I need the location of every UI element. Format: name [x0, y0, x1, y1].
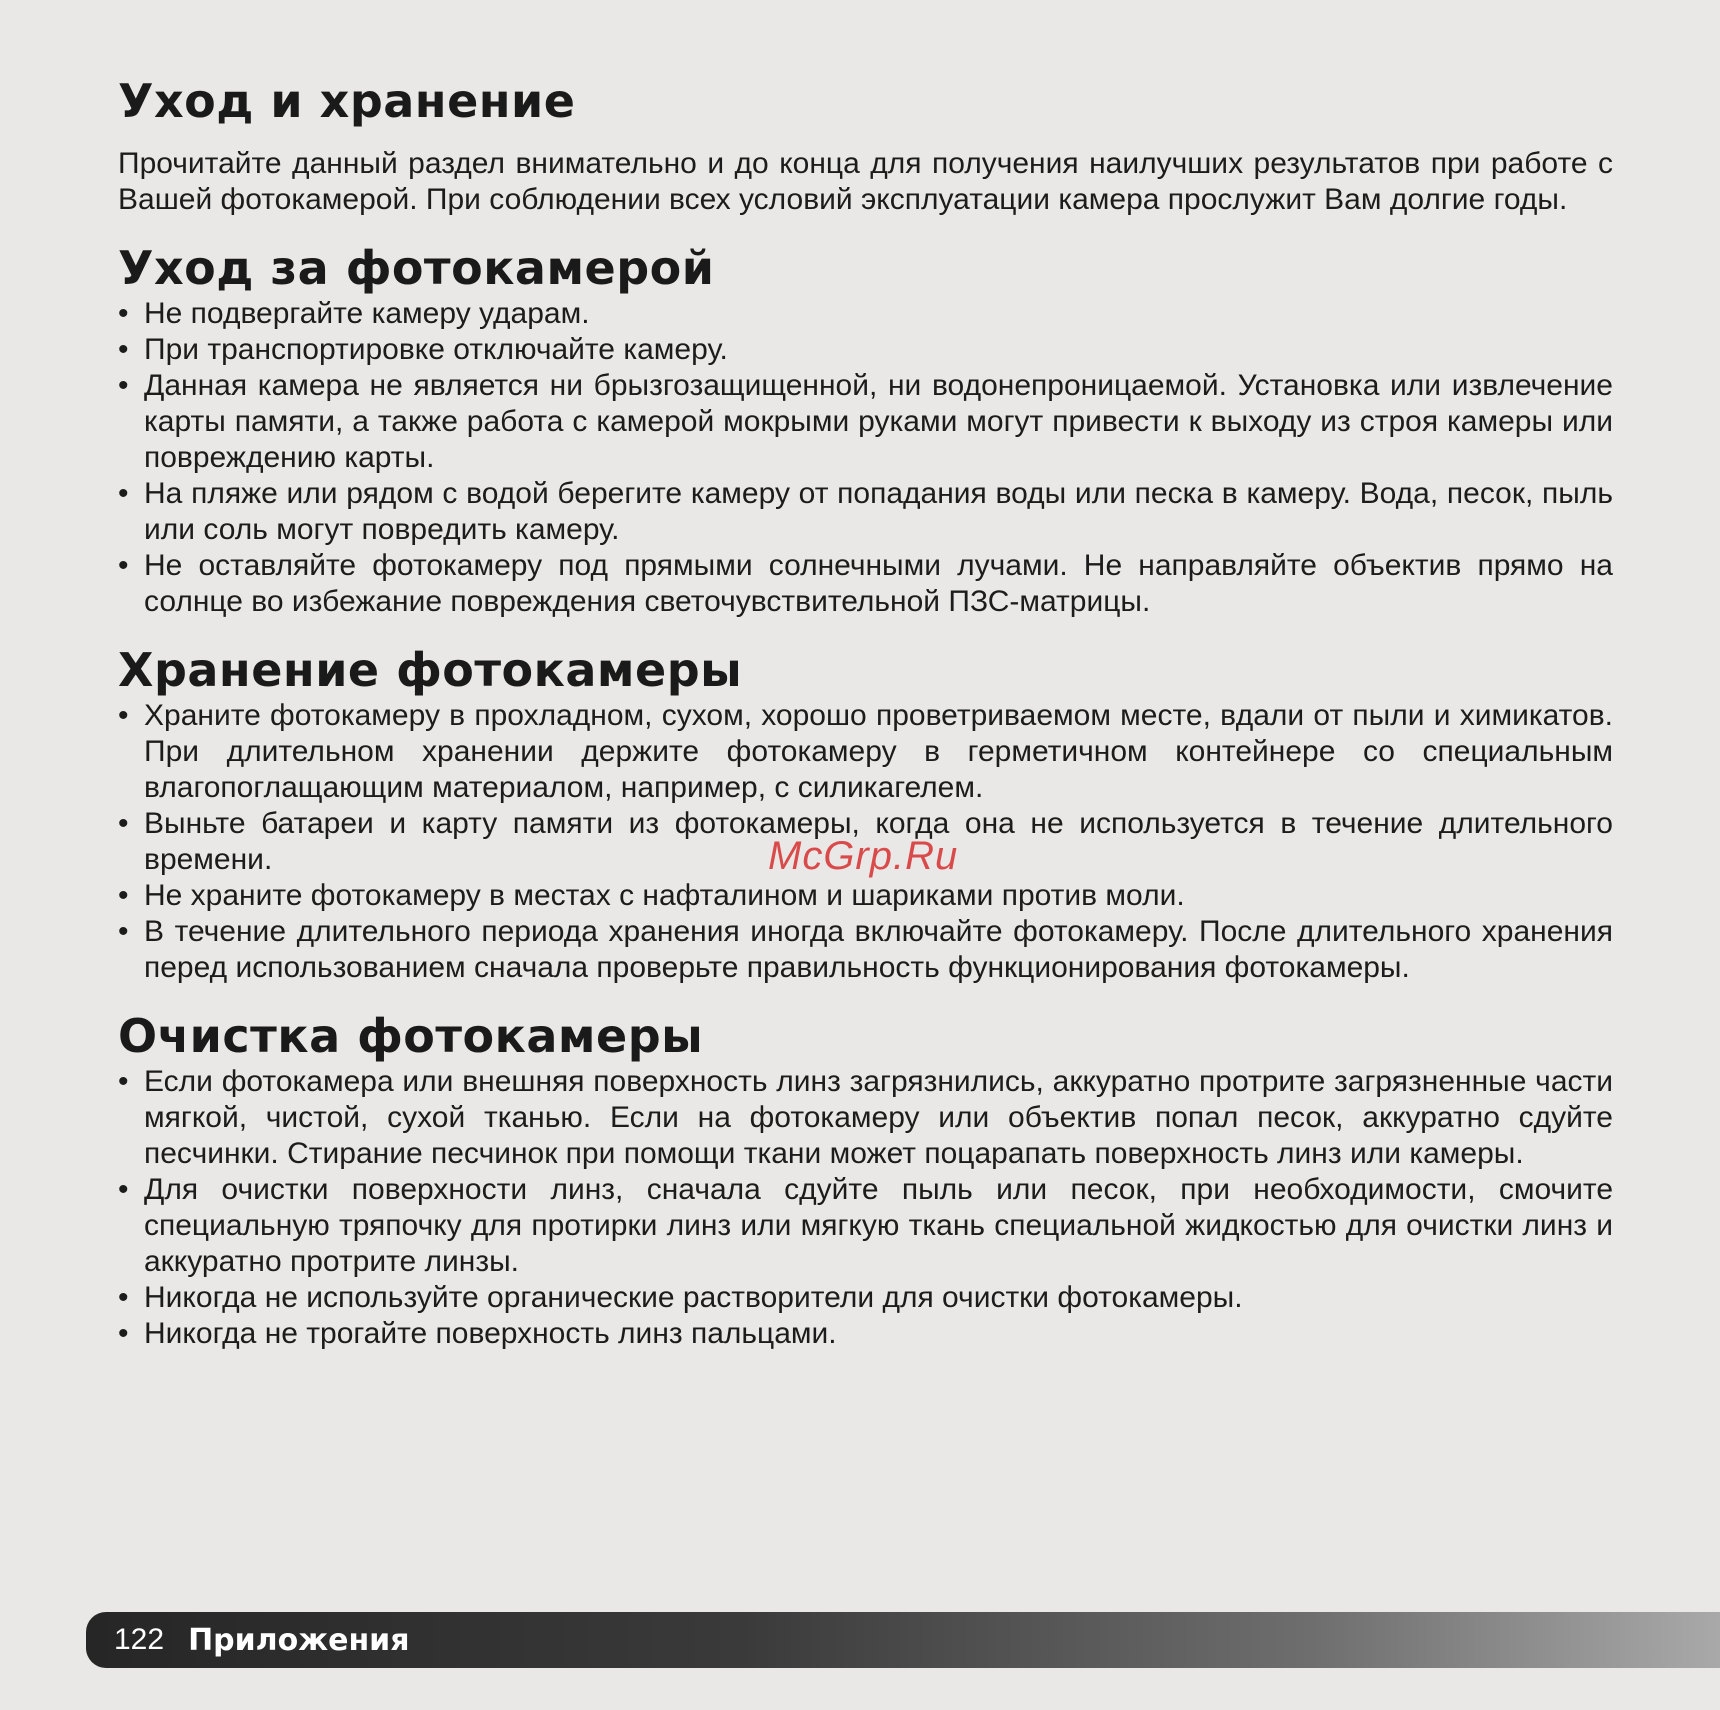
section-heading: Хранение фотокамеры — [118, 643, 743, 697]
list-item-text: Выньте батареи и карту памяти из фотокамеры, когда она не используется в течение длительного времени. — [144, 807, 1613, 876]
list-item-text: В течение длительного периода хранения иногда включайте фотокамеру. После длительного хранения перед использованием сначала проверьте правильность функционирования фотокамеры. — [144, 915, 1613, 984]
footer-section-label: Приложения — [188, 1622, 410, 1658]
bullet-icon: • — [118, 915, 129, 948]
bullet-icon: • — [118, 1281, 129, 1314]
list-item — [118, 1316, 1613, 1352]
list-item — [118, 548, 1613, 620]
bullet-icon: • — [118, 369, 129, 402]
watermark: McGrp.Ru — [768, 834, 959, 878]
list-item — [118, 368, 1613, 476]
bullet-list — [118, 1064, 1613, 1352]
list-item — [118, 332, 1613, 368]
intro-paragraph: Прочитайте данный раздел внимательно и до конца для получения наилучших результатов при работе с Вашей фотокамерой. При соблюдении всех условий эксплуатации камера прослужит Вам долгие годы. — [118, 147, 1613, 216]
page-number: 122 — [114, 1623, 165, 1656]
list-item-text: Данная камера не является ни брызгозащищенной, ни водонепроницаемой. Установка или извлечение карты памяти, а также работа с камерой мокрыми руками могут привести к выходу из строя камеры или повреждению карты. — [144, 369, 1613, 474]
bullet-icon: • — [118, 699, 129, 732]
bullet-icon: • — [118, 807, 129, 840]
section-camera-care — [118, 240, 1613, 620]
bullet-icon: • — [118, 879, 129, 912]
bullet-icon: • — [118, 549, 129, 582]
bullet-icon: • — [118, 1317, 129, 1350]
list-item — [118, 878, 1613, 914]
list-item-text: Никогда не используйте органические растворители для очистки фотокамеры. — [144, 1281, 1243, 1314]
list-item-text: При транспортировке отключайте камеру. — [144, 333, 728, 366]
bullet-icon: • — [118, 1173, 129, 1206]
list-item-text: На пляже или рядом с водой берегите камеру от попадания воды или песка в камеру. Вода, песок, пыль или соль могут повредить камеру. — [144, 477, 1613, 546]
section-heading: Уход за фотокамерой — [118, 241, 715, 295]
list-item-text: Если фотокамера или внешняя поверхность линз загрязнились, аккуратно протрите загрязненные части мягкой, чистой, сухой тканью. Если на фотокамеру или объектив попал песок, аккуратно сдуйте песчинки. Стирание песчинок при помощи ткани может поцарапать поверхность линз или камеры. — [144, 1065, 1613, 1170]
list-item-text: Не подвергайте камеру ударам. — [144, 297, 590, 330]
list-item-text: Для очистки поверхности линз, сначала сдуйте пыль или песок, при необходимости, смочите специальную тряпочку для протирки линз или мягкую ткань специальной жидкостью для очистки линз и аккуратно протрите линзы. — [144, 1173, 1613, 1278]
list-item — [118, 914, 1613, 986]
list-item — [118, 476, 1613, 548]
bullet-icon: • — [118, 333, 129, 366]
section-camera-storage — [118, 642, 1613, 986]
list-item-text: Никогда не трогайте поверхность линз пальцами. — [144, 1317, 837, 1350]
list-item — [118, 296, 1613, 332]
footer-bar — [86, 1612, 1720, 1668]
bullet-icon: • — [118, 1065, 129, 1098]
manual-page — [118, 70, 1613, 1352]
list-item — [118, 1280, 1613, 1316]
list-item — [118, 698, 1613, 806]
list-item-text: Не оставляйте фотокамеру под прямыми солнечными лучами. Не направляйте объектив прямо на солнце во избежание повреждения светочувствительной ПЗС-матрицы. — [144, 549, 1613, 618]
bullet-list — [118, 296, 1613, 620]
list-item-text: Храните фотокамеру в прохладном, сухом, хорошо проветриваемом месте, вдали от пыли и химикатов. При длительном хранении держите фотокамеру в герметичном контейнере со специальным влагопоглащающим материалом, например, с силикагелем. — [144, 699, 1613, 804]
section-camera-cleaning — [118, 1008, 1613, 1352]
page-title: Уход и хранение — [118, 74, 576, 128]
list-item — [118, 1172, 1613, 1280]
list-item — [118, 1064, 1613, 1172]
bullet-icon: • — [118, 477, 129, 510]
bullet-icon: • — [118, 297, 129, 330]
section-heading: Очистка фотокамеры — [118, 1009, 704, 1063]
list-item-text: Не храните фотокамеру в местах с нафталином и шариками против моли. — [144, 879, 1185, 912]
